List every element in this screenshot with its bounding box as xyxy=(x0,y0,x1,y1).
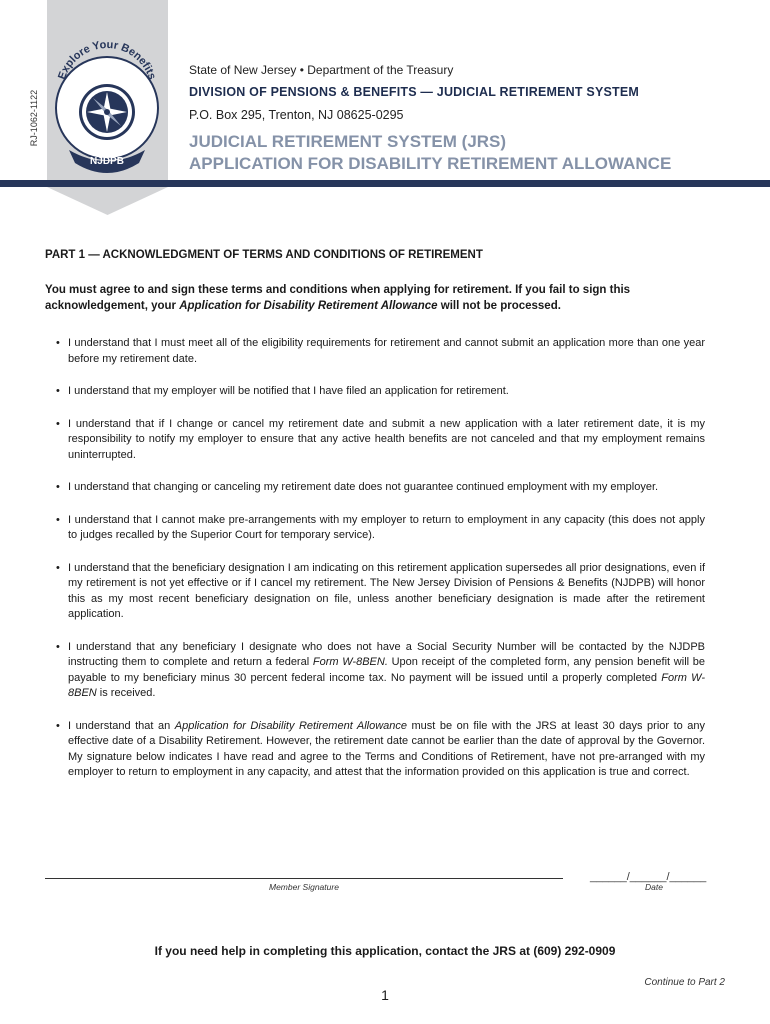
date-label: Date xyxy=(645,882,663,892)
form-title-line1: JUDICIAL RETIREMENT SYSTEM (JRS) xyxy=(189,132,507,151)
term-text: I understand that I must meet all of the eligibility requirements for retirement and cannot submit an application more than one year before my retirement date. xyxy=(68,337,705,365)
form-code: RJ-1062-1122 xyxy=(29,89,39,147)
term-item: • I understand that an Application for Disability Retirement Allowance must be on file with the JRS at least 30 days prior to any effective date of a Disability Retirement. However, the retirement date cannot be earlier than the date of approval by the Governor. My signature below indicates I have read and agree to the Terms and Conditions of Retirement, have not pre-arranged with my employer to return to employment in any capacity, and attest that the information provided on this application is true and correct. xyxy=(56,719,705,778)
form-title-line2: APPLICATION FOR DISABILITY RETIREMENT ALLOWANCE xyxy=(189,154,672,173)
term-text: I understand that an Application for Disability Retirement Allowance must be on file with the JRS at least 30 days prior to any effective date of a Disability Retirement. However, the retirement date cannot be earlier than the date of approval by the Governor. My signature below indicates I have read and agree to the Terms and Conditions of Retirement, have not pre-arranged with my employer to return to employment in any capacity, and attest that the information provided on this application is true and correct. xyxy=(68,719,705,778)
term-text: I understand that any beneficiary I designate who does not have a Social Security Number will be contacted by the NJDPB instructing them to complete and return a federal Form W-8BEN. Upon receipt of the completed form, any pension benefit will be payable to my beneficiary minus 30 percent federal income tax. No payment will be issued until a properly completed Form W-8BEN is received. xyxy=(68,640,706,699)
terms-list xyxy=(45,336,705,798)
term-text: I understand that my employer will be notified that I have filed an application for retirement. xyxy=(68,385,509,397)
intro-text-end: will not be processed. xyxy=(437,300,561,312)
term-item: • I understand that if I change or cancel my retirement date and submit a new application with a later retirement date, it is my responsibility to notify my employer to ensure that any active health benefits are not canceled and that my employment remains uninterrupted. xyxy=(56,417,705,461)
term-item: • I understand that I cannot make pre-arrangements with my employer to return to employment in any capacity (this does not apply to judges recalled by the Superior Court for temporary service). xyxy=(56,513,705,541)
page-number: 1 xyxy=(381,987,389,1003)
header-rule xyxy=(0,180,770,187)
term-item: • I understand that any beneficiary I designate who does not have a Social Security Number will be contacted by the NJDPB instructing them to complete and return a federal Form W-8BEN. Upon receipt of the completed form, any pension benefit will be payable to my beneficiary minus 30 percent federal income tax. No payment will be issued until a properly completed Form W-8BEN is received. xyxy=(56,640,706,699)
term-item: • I understand that the beneficiary designation I am indicating on this retirement application supersedes all prior designations, even if my retirement is not yet effective or if I cancel my retirement. The New Jersey Division of Pensions & Benefits (NJDPB) will honor this as my most recent beneficiary designation on file, unless another beneficiary designation is made after the retirement application. xyxy=(56,561,705,620)
help-contact-text: If you need help in completing this application, contact the JRS at (609) 292-0909 xyxy=(154,944,616,958)
logo-ribbon-text: NJDPB xyxy=(90,156,124,167)
intro-text: You must agree to and sign these terms and conditions when applying for retirement. If you fail to sign this acknowledgement, your xyxy=(45,284,631,312)
division-line: DIVISION OF PENSIONS & BENEFITS — JUDICIAL RETIREMENT SYSTEM xyxy=(189,85,640,99)
member-signature-field[interactable] xyxy=(45,878,563,879)
term-item: • I understand that I must meet all of the eligibility requirements for retirement and cannot submit an application more than one year before my retirement date. xyxy=(56,337,705,365)
logo-arc-text: Explore Your Benefits xyxy=(56,38,158,82)
agency-line: State of New Jersey • Department of the Treasury xyxy=(189,63,454,77)
continue-to-part2: Continue to Part 2 xyxy=(644,977,725,988)
part1-intro xyxy=(45,282,725,314)
member-signature-label: Member Signature xyxy=(269,882,339,892)
term-text: I understand that I cannot make pre-arrangements with my employer to return to employment in any capacity (this does not apply to judges recalled by the Superior Court for temporary service). xyxy=(68,513,705,541)
intro-form-name: Application for Disability Retirement Allowance xyxy=(179,300,438,312)
date-field[interactable]: ______/______/______ xyxy=(590,871,707,883)
term-item: • I understand that my employer will be notified that I have filed an application for retirement. xyxy=(56,385,509,397)
part1-heading: PART 1 — ACKNOWLEDGMENT OF TERMS AND CONDITIONS OF RETIREMENT xyxy=(45,249,483,261)
address-line: P.O. Box 295, Trenton, NJ 08625-0295 xyxy=(189,108,404,122)
term-text: I understand that if I change or cancel my retirement date and submit a new application with a later retirement date, it is my responsibility to notify my employer to ensure that any active health benefits are not canceled and that my employment remains uninterrupted. xyxy=(68,417,705,461)
term-text: I understand that changing or canceling my retirement date does not guarantee continued employment with my employer. xyxy=(68,481,659,493)
term-item: • I understand that changing or canceling my retirement date does not guarantee continued employment with my employer. xyxy=(56,481,659,493)
term-text: I understand that the beneficiary designation I am indicating on this retirement application supersedes all prior designations, even if my retirement is not yet effective or if I cancel my retirement. The New Jersey Division of Pensions & Benefits (NJDPB) will honor this as my most recent beneficiary designation on file, unless another beneficiary designation is made after the retirement application. xyxy=(68,561,705,620)
